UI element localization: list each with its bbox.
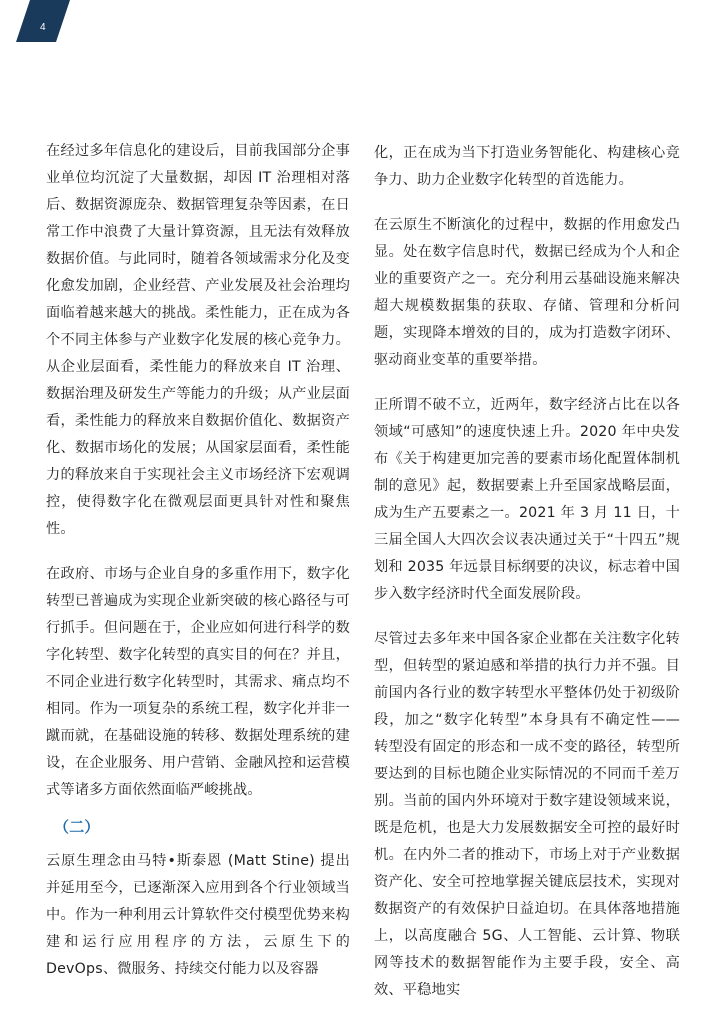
section-heading: （二）: [54, 818, 100, 836]
paragraph: 在政府、市场与企业自身的多重作用下，数字化转型已普遍成为实现企业新突破的核心路径与可行抓手。但问题在于，企业应如何进行科学的数字化转型、数字化转型的真实目的何在？并且，不同企业进行数字化转型时，其需求、痛点均不相同。作为一项复杂的系统工程，数字化并非一蹴而就，在基础设施的转移、数据处理系统的建设，在企业服务、用户营销、金融风控和运营模式等诸多方面依然面临严峻挑战。: [46, 566, 350, 798]
paragraph: 正所谓不破不立，近两年，数字经济占比在以各领域“可感知”的速度快速上升。2020 年中央发布《关于构建更加完善的要素市场化配置体制机制的意见》起，数据要素上升至国家战略层面，成为生产五要素之一。2021 年 3 月 11 日，十三届全国人大四次会议表决通过关于“十四五”规划和 2035 年远景目标纲要的决议，标志着中国步入数字经济时代全面发展阶段。: [374, 397, 680, 602]
paragraph: 化，正在成为当下打造业务智能化、构建核心竞争力、助力企业数字化转型的首选能力。: [374, 145, 680, 188]
paragraph: 云原生理念由马特•斯泰恩 (Matt Stine) 提出并延用至今，已逐渐深入应用到各个行业领域当中。作为一种利用云计算软件交付模型优势来构建和运行应用程序的方法，云原生下的 DevOps、微服务、持续交付能力以及容器: [46, 853, 350, 977]
left-column: [46, 138, 350, 1001]
right-column: [374, 140, 680, 1022]
page-tab: [0, 0, 724, 44]
paragraph: 尽管过去多年来中国各家企业都在关注数字化转型，但转型的紧迫感和举措的执行力并不强。目前国内各行业的数字转型水平整体仍处于初级阶段，加之“数字化转型”本身具有不确定性—— 转型没有固定的形态和一成不变的路径，转型所要达到的目标也随企业实际情况的不同而千差万别。当前的国内外环境对于数字建设领域来说，既是危机，也是大力发展数据安全可控的最好时机。在内外二者的推动下，市场上对于产业数据资产化、安全可控地掌握关键底层技术，实现对数据资产的有效保护日益迫切。在具体落地措施上，以高度融合 5G、人工智能、云计算、物联网等技术的数据智能作为主要手段，安全、高效、平稳地实: [374, 631, 680, 998]
paragraph: 在云原生不断演化的过程中，数据的作用愈发凸显。处在数字信息时代，数据已经成为个人和企业的重要资产之一。充分利用云基础设施来解决超大规模数据集的获取、存储、管理和分析问题，实现降本增效的目的，成为打造数字闭环、驱动商业变革的重要举措。: [374, 217, 680, 368]
paragraph: 在经过多年信息化的建设后，目前我国部分企事业单位均沉淀了大量数据，却因 IT 治理相对落后、数据资源庞杂、数据管理复杂等因素，在日常工作中浪费了大量计算资源，且无法有效释放数据价值。与此同时，随着各领域需求分化及变化愈发加剧，企业经营、产业发展及社会治理均面临着越来越大的挑战。柔性能力，正在成为各个不同主体参与产业数字化发展的核心竞争力。从企业层面看，柔性能力的释放来自 IT 治理、数据治理及研发生产等能力的升级；从产业层面看，柔性能力的释放来自数据价值化、数据资产化、数据市场化的发展；从国家层面看，柔性能力的释放来自于实现社会主义市场经济下宏观调控，使得数字化在微观层面更具针对性和聚焦性。: [46, 143, 350, 537]
page-number: 4: [40, 22, 46, 33]
